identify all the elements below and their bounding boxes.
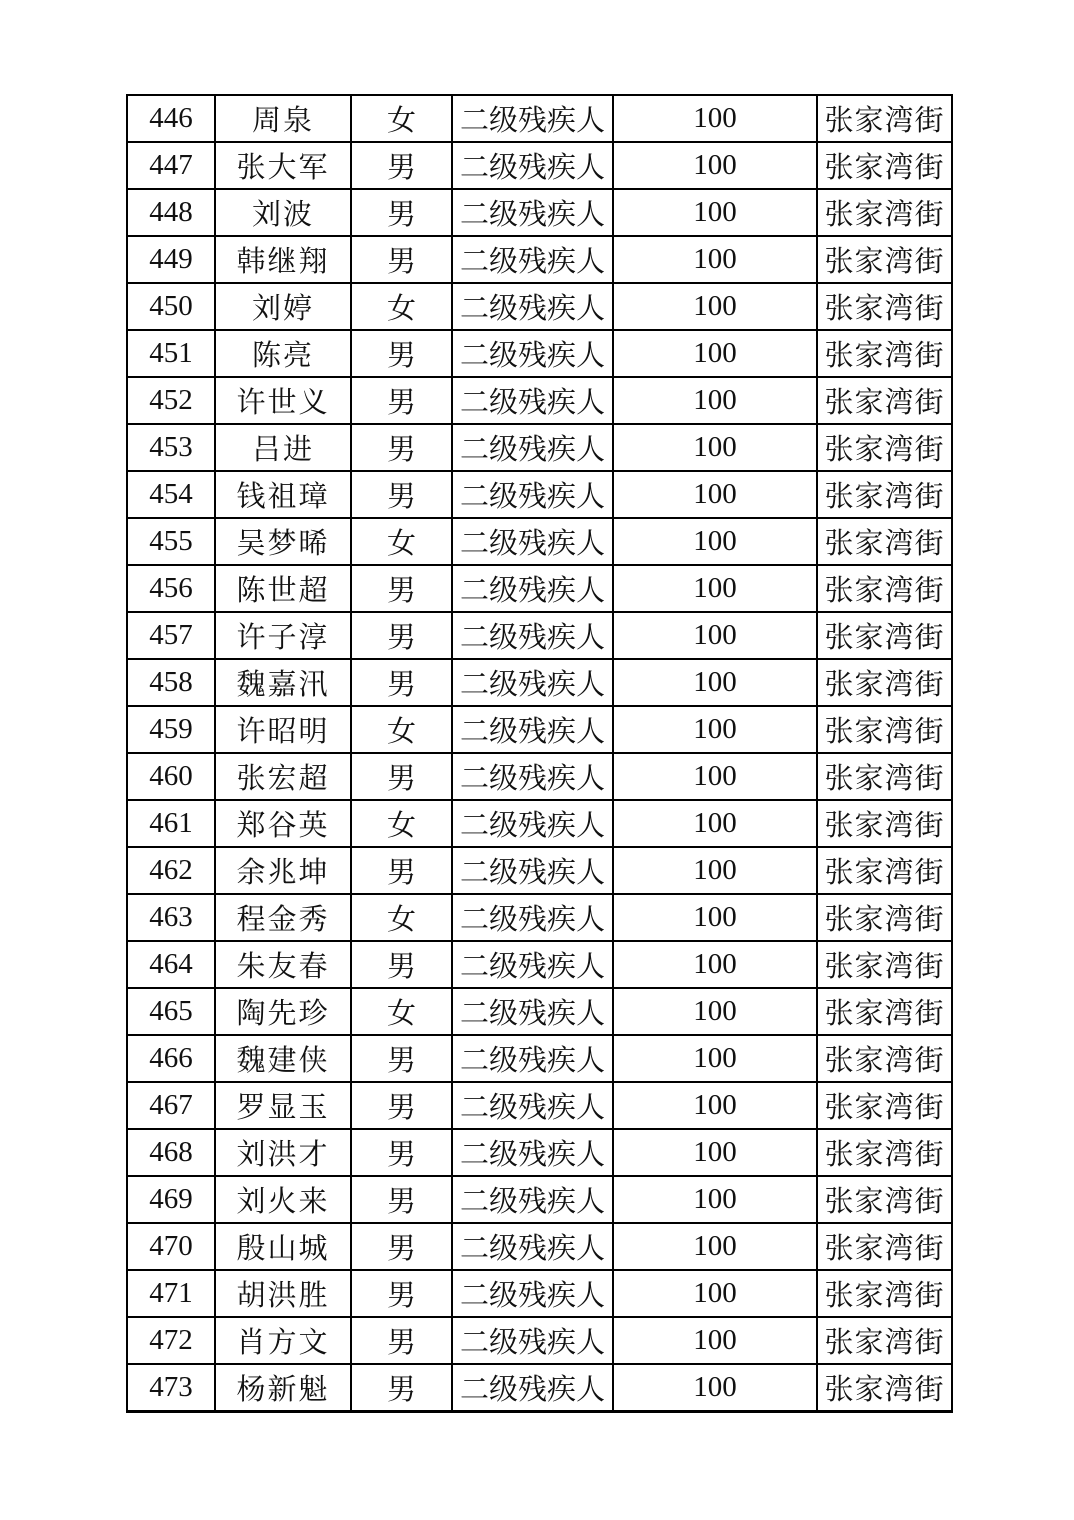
cell-category: 二级残疾人 bbox=[452, 847, 613, 894]
cell-gender: 男 bbox=[351, 1270, 452, 1317]
cell-amount: 100 bbox=[613, 894, 817, 941]
cell-gender: 女 bbox=[351, 800, 452, 847]
cell-name: 刘婷 bbox=[215, 283, 351, 330]
cell-index: 470 bbox=[127, 1223, 215, 1270]
cell-index: 460 bbox=[127, 753, 215, 800]
table-row bbox=[127, 941, 952, 988]
cell-index: 472 bbox=[127, 1317, 215, 1364]
table-row bbox=[127, 800, 952, 847]
cell-amount: 100 bbox=[613, 518, 817, 565]
cell-name: 罗显玉 bbox=[215, 1082, 351, 1129]
cell-amount: 100 bbox=[613, 1317, 817, 1364]
table-row bbox=[127, 142, 952, 189]
cell-gender: 男 bbox=[351, 1176, 452, 1223]
table-row bbox=[127, 565, 952, 612]
cell-location: 张家湾街 bbox=[817, 800, 952, 847]
cell-name: 吴梦晞 bbox=[215, 518, 351, 565]
cell-category: 二级残疾人 bbox=[452, 330, 613, 377]
cell-name: 许子淳 bbox=[215, 612, 351, 659]
cell-category: 二级残疾人 bbox=[452, 565, 613, 612]
cell-gender: 女 bbox=[351, 95, 452, 142]
cell-location: 张家湾街 bbox=[817, 1317, 952, 1364]
cell-amount: 100 bbox=[613, 941, 817, 988]
cell-index: 469 bbox=[127, 1176, 215, 1223]
cell-gender: 男 bbox=[351, 1317, 452, 1364]
cell-gender: 男 bbox=[351, 377, 452, 424]
cell-gender: 男 bbox=[351, 659, 452, 706]
cell-location: 张家湾街 bbox=[817, 706, 952, 753]
cell-gender: 男 bbox=[351, 471, 452, 518]
cell-location: 张家湾街 bbox=[817, 753, 952, 800]
table-row bbox=[127, 189, 952, 236]
table-row bbox=[127, 95, 952, 142]
table-row bbox=[127, 518, 952, 565]
cell-amount: 100 bbox=[613, 800, 817, 847]
cell-location: 张家湾街 bbox=[817, 659, 952, 706]
cell-amount: 100 bbox=[613, 330, 817, 377]
table-row bbox=[127, 1082, 952, 1129]
cell-index: 473 bbox=[127, 1364, 215, 1412]
cell-amount: 100 bbox=[613, 753, 817, 800]
cell-category: 二级残疾人 bbox=[452, 1364, 613, 1412]
cell-index: 447 bbox=[127, 142, 215, 189]
cell-location: 张家湾街 bbox=[817, 941, 952, 988]
cell-gender: 男 bbox=[351, 189, 452, 236]
cell-category: 二级残疾人 bbox=[452, 236, 613, 283]
cell-location: 张家湾街 bbox=[817, 283, 952, 330]
cell-index: 456 bbox=[127, 565, 215, 612]
cell-amount: 100 bbox=[613, 1270, 817, 1317]
cell-amount: 100 bbox=[613, 283, 817, 330]
cell-location: 张家湾街 bbox=[817, 518, 952, 565]
cell-amount: 100 bbox=[613, 95, 817, 142]
cell-amount: 100 bbox=[613, 236, 817, 283]
cell-gender: 女 bbox=[351, 988, 452, 1035]
cell-category: 二级残疾人 bbox=[452, 612, 613, 659]
cell-amount: 100 bbox=[613, 1364, 817, 1412]
cell-amount: 100 bbox=[613, 377, 817, 424]
cell-index: 449 bbox=[127, 236, 215, 283]
cell-name: 魏嘉汛 bbox=[215, 659, 351, 706]
cell-category: 二级残疾人 bbox=[452, 1082, 613, 1129]
cell-index: 459 bbox=[127, 706, 215, 753]
cell-amount: 100 bbox=[613, 706, 817, 753]
cell-amount: 100 bbox=[613, 471, 817, 518]
cell-gender: 男 bbox=[351, 753, 452, 800]
cell-location: 张家湾街 bbox=[817, 894, 952, 941]
cell-location: 张家湾街 bbox=[817, 377, 952, 424]
cell-name: 余兆坤 bbox=[215, 847, 351, 894]
cell-index: 462 bbox=[127, 847, 215, 894]
cell-index: 458 bbox=[127, 659, 215, 706]
cell-location: 张家湾街 bbox=[817, 189, 952, 236]
cell-gender: 男 bbox=[351, 1129, 452, 1176]
cell-amount: 100 bbox=[613, 1035, 817, 1082]
cell-name: 周泉 bbox=[215, 95, 351, 142]
cell-index: 454 bbox=[127, 471, 215, 518]
cell-amount: 100 bbox=[613, 142, 817, 189]
cell-category: 二级残疾人 bbox=[452, 659, 613, 706]
cell-category: 二级残疾人 bbox=[452, 1176, 613, 1223]
cell-index: 464 bbox=[127, 941, 215, 988]
cell-index: 457 bbox=[127, 612, 215, 659]
cell-gender: 男 bbox=[351, 612, 452, 659]
cell-index: 446 bbox=[127, 95, 215, 142]
cell-gender: 女 bbox=[351, 518, 452, 565]
cell-category: 二级残疾人 bbox=[452, 988, 613, 1035]
cell-location: 张家湾街 bbox=[817, 95, 952, 142]
cell-category: 二级残疾人 bbox=[452, 1223, 613, 1270]
cell-index: 468 bbox=[127, 1129, 215, 1176]
cell-gender: 男 bbox=[351, 941, 452, 988]
cell-category: 二级残疾人 bbox=[452, 941, 613, 988]
cell-category: 二级残疾人 bbox=[452, 424, 613, 471]
cell-location: 张家湾街 bbox=[817, 612, 952, 659]
cell-location: 张家湾街 bbox=[817, 1082, 952, 1129]
cell-amount: 100 bbox=[613, 988, 817, 1035]
cell-index: 455 bbox=[127, 518, 215, 565]
cell-name: 许昭明 bbox=[215, 706, 351, 753]
table-row bbox=[127, 424, 952, 471]
cell-location: 张家湾街 bbox=[817, 988, 952, 1035]
cell-location: 张家湾街 bbox=[817, 424, 952, 471]
cell-amount: 100 bbox=[613, 612, 817, 659]
table-row bbox=[127, 706, 952, 753]
cell-index: 448 bbox=[127, 189, 215, 236]
cell-amount: 100 bbox=[613, 1129, 817, 1176]
cell-name: 殷山城 bbox=[215, 1223, 351, 1270]
cell-category: 二级残疾人 bbox=[452, 706, 613, 753]
cell-amount: 100 bbox=[613, 1176, 817, 1223]
table-row bbox=[127, 377, 952, 424]
cell-location: 张家湾街 bbox=[817, 565, 952, 612]
cell-gender: 男 bbox=[351, 424, 452, 471]
cell-category: 二级残疾人 bbox=[452, 377, 613, 424]
cell-category: 二级残疾人 bbox=[452, 1317, 613, 1364]
cell-location: 张家湾街 bbox=[817, 471, 952, 518]
cell-location: 张家湾街 bbox=[817, 1035, 952, 1082]
cell-gender: 男 bbox=[351, 236, 452, 283]
table-row bbox=[127, 1035, 952, 1082]
cell-location: 张家湾街 bbox=[817, 1364, 952, 1412]
table-row bbox=[127, 471, 952, 518]
cell-gender: 男 bbox=[351, 142, 452, 189]
cell-gender: 男 bbox=[351, 330, 452, 377]
cell-name: 魏建侠 bbox=[215, 1035, 351, 1082]
cell-gender: 男 bbox=[351, 1364, 452, 1412]
cell-name: 朱友春 bbox=[215, 941, 351, 988]
cell-category: 二级残疾人 bbox=[452, 471, 613, 518]
table-row bbox=[127, 753, 952, 800]
table-row bbox=[127, 283, 952, 330]
cell-category: 二级残疾人 bbox=[452, 753, 613, 800]
table-row bbox=[127, 894, 952, 941]
cell-index: 452 bbox=[127, 377, 215, 424]
table-row bbox=[127, 1223, 952, 1270]
cell-name: 胡洪胜 bbox=[215, 1270, 351, 1317]
cell-index: 463 bbox=[127, 894, 215, 941]
table-row bbox=[127, 1270, 952, 1317]
cell-index: 466 bbox=[127, 1035, 215, 1082]
cell-category: 二级残疾人 bbox=[452, 518, 613, 565]
cell-gender: 男 bbox=[351, 1223, 452, 1270]
cell-gender: 男 bbox=[351, 847, 452, 894]
table-row bbox=[127, 847, 952, 894]
cell-amount: 100 bbox=[613, 424, 817, 471]
cell-category: 二级残疾人 bbox=[452, 800, 613, 847]
cell-index: 465 bbox=[127, 988, 215, 1035]
cell-name: 刘洪才 bbox=[215, 1129, 351, 1176]
cell-name: 陶先珍 bbox=[215, 988, 351, 1035]
cell-name: 张大军 bbox=[215, 142, 351, 189]
table-row bbox=[127, 1317, 952, 1364]
cell-gender: 男 bbox=[351, 1035, 452, 1082]
table-row bbox=[127, 1364, 952, 1412]
cell-name: 杨新魁 bbox=[215, 1364, 351, 1412]
cell-name: 郑谷英 bbox=[215, 800, 351, 847]
cell-name: 肖方文 bbox=[215, 1317, 351, 1364]
cell-location: 张家湾街 bbox=[817, 330, 952, 377]
cell-category: 二级残疾人 bbox=[452, 189, 613, 236]
cell-location: 张家湾街 bbox=[817, 1129, 952, 1176]
table-row bbox=[127, 1176, 952, 1223]
cell-gender: 女 bbox=[351, 283, 452, 330]
cell-amount: 100 bbox=[613, 847, 817, 894]
cell-index: 467 bbox=[127, 1082, 215, 1129]
cell-category: 二级残疾人 bbox=[452, 1035, 613, 1082]
cell-name: 许世义 bbox=[215, 377, 351, 424]
cell-location: 张家湾街 bbox=[817, 1176, 952, 1223]
cell-location: 张家湾街 bbox=[817, 1270, 952, 1317]
cell-name: 陈世超 bbox=[215, 565, 351, 612]
cell-index: 450 bbox=[127, 283, 215, 330]
cell-location: 张家湾街 bbox=[817, 1223, 952, 1270]
table-row bbox=[127, 659, 952, 706]
cell-name: 刘波 bbox=[215, 189, 351, 236]
cell-location: 张家湾街 bbox=[817, 847, 952, 894]
cell-index: 451 bbox=[127, 330, 215, 377]
cell-name: 张宏超 bbox=[215, 753, 351, 800]
cell-category: 二级残疾人 bbox=[452, 1129, 613, 1176]
cell-category: 二级残疾人 bbox=[452, 1270, 613, 1317]
cell-location: 张家湾街 bbox=[817, 236, 952, 283]
cell-gender: 男 bbox=[351, 1082, 452, 1129]
cell-category: 二级残疾人 bbox=[452, 95, 613, 142]
cell-name: 吕进 bbox=[215, 424, 351, 471]
cell-gender: 女 bbox=[351, 706, 452, 753]
cell-amount: 100 bbox=[613, 189, 817, 236]
cell-amount: 100 bbox=[613, 565, 817, 612]
cell-name: 钱祖璋 bbox=[215, 471, 351, 518]
cell-name: 刘火来 bbox=[215, 1176, 351, 1223]
table-body bbox=[127, 95, 952, 1412]
cell-index: 471 bbox=[127, 1270, 215, 1317]
table-row bbox=[127, 988, 952, 1035]
cell-gender: 男 bbox=[351, 565, 452, 612]
cell-category: 二级残疾人 bbox=[452, 894, 613, 941]
cell-amount: 100 bbox=[613, 659, 817, 706]
table-row bbox=[127, 612, 952, 659]
cell-location: 张家湾街 bbox=[817, 142, 952, 189]
table-row bbox=[127, 330, 952, 377]
cell-amount: 100 bbox=[613, 1223, 817, 1270]
cell-name: 陈亮 bbox=[215, 330, 351, 377]
cell-name: 程金秀 bbox=[215, 894, 351, 941]
cell-gender: 女 bbox=[351, 894, 452, 941]
cell-index: 461 bbox=[127, 800, 215, 847]
table-row bbox=[127, 236, 952, 283]
cell-category: 二级残疾人 bbox=[452, 142, 613, 189]
cell-name: 韩继翔 bbox=[215, 236, 351, 283]
cell-amount: 100 bbox=[613, 1082, 817, 1129]
table-row bbox=[127, 1129, 952, 1176]
benefits-roster-table bbox=[126, 94, 953, 1413]
cell-index: 453 bbox=[127, 424, 215, 471]
cell-category: 二级残疾人 bbox=[452, 283, 613, 330]
